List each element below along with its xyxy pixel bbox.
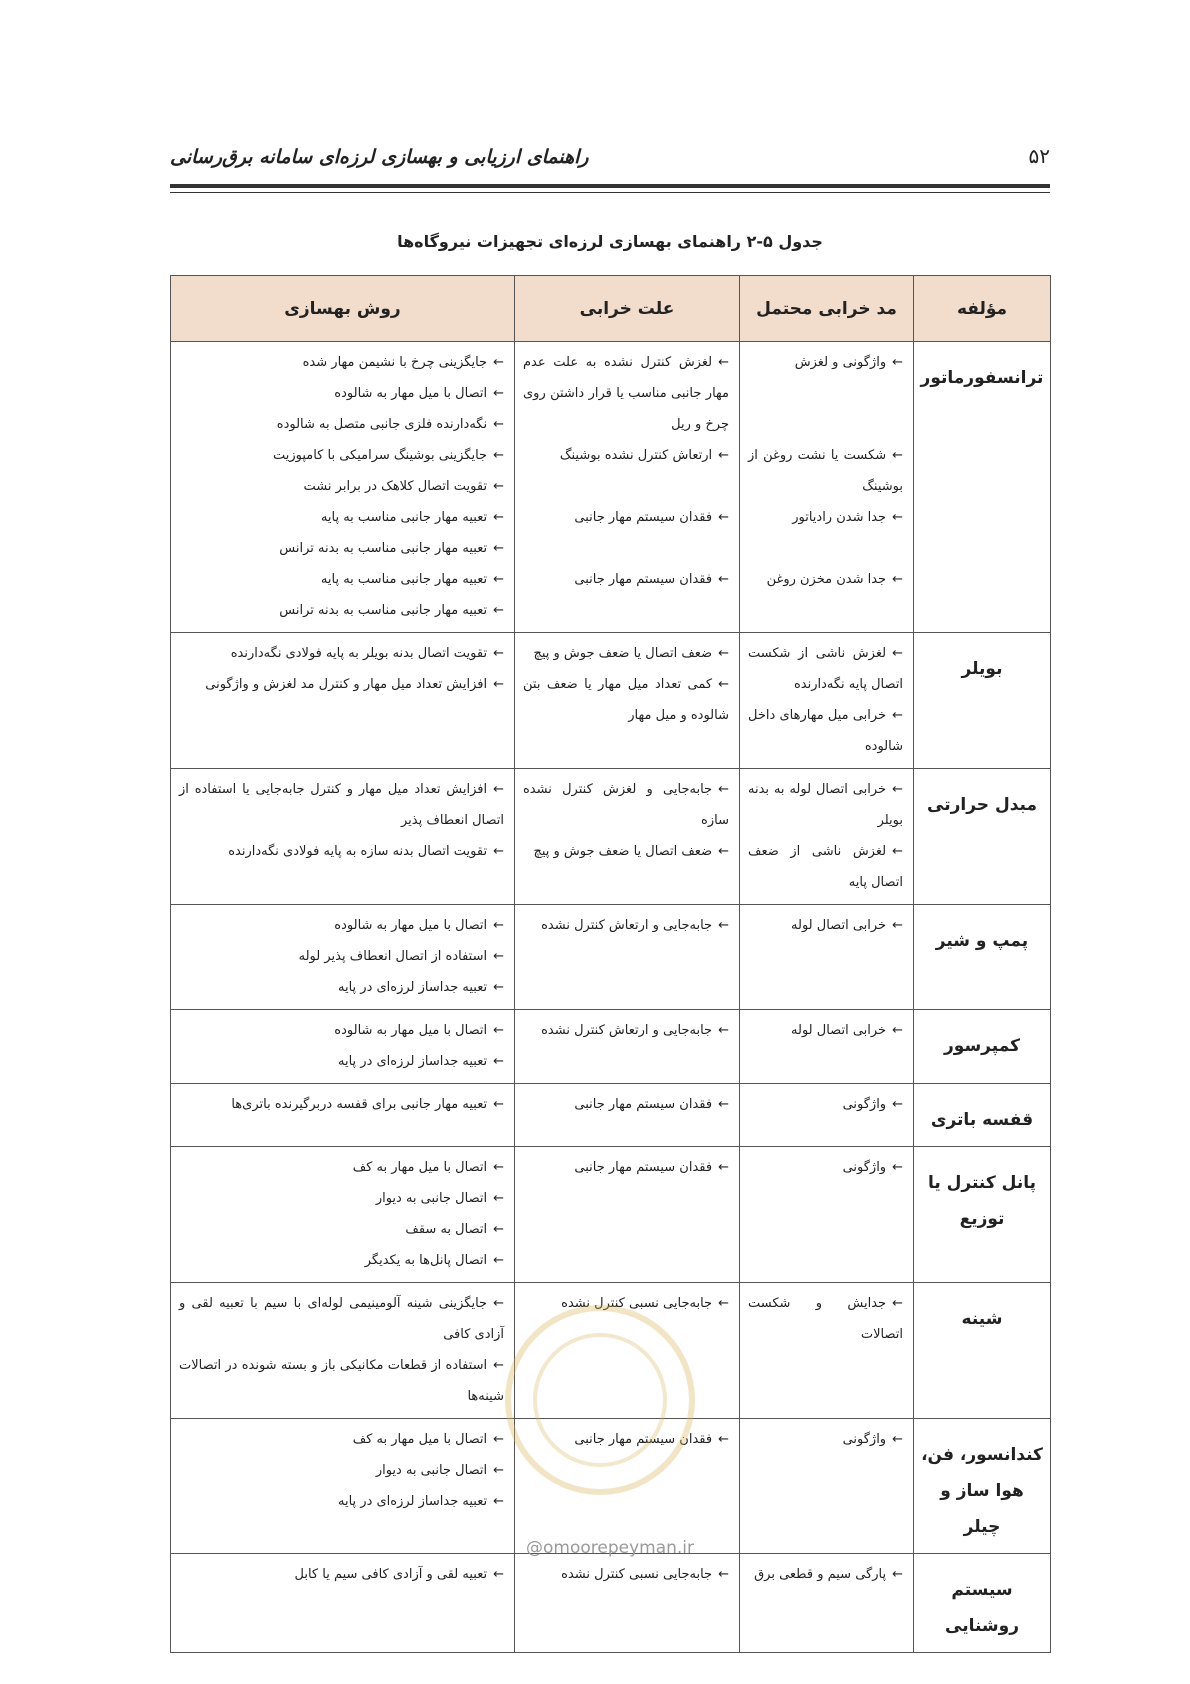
left-arrow-icon: ←: [718, 918, 729, 933]
list-item: [523, 564, 729, 595]
method-cell: [171, 769, 515, 905]
list-item: [179, 774, 504, 836]
item-text: جابه‌جایی نسبی کنترل نشده: [561, 1296, 713, 1311]
retrofit-table: [170, 275, 1051, 1653]
cause-cell: [515, 769, 740, 905]
item-text: جدایش و شکست اتصالات: [748, 1296, 903, 1342]
item-text: جایگزینی بوشینگ سرامیکی با کامپوزیت: [272, 448, 488, 463]
watermark: @omoorepeyman.ir: [525, 1538, 695, 1558]
left-arrow-icon: ←: [718, 572, 729, 587]
item-text: تقویت اتصال کلاهک در برابر نشت: [303, 479, 488, 494]
left-arrow-icon: ←: [892, 918, 903, 933]
header-method: روش بهسازی: [171, 276, 515, 342]
failure-mode-cell: [740, 769, 914, 905]
item-text: جابه‌جایی و لغزش کنترل نشده سازه: [523, 782, 729, 828]
list-item: [179, 1455, 504, 1486]
left-arrow-icon: ←: [493, 646, 504, 661]
component-cell: کندانسور، فن، هوا ساز و چیلر: [914, 1419, 1051, 1554]
item-text: خرابی اتصال لوله: [791, 918, 887, 933]
item-text: تقویت اتصال بدنه سازه به پایه فولادی نگه‌دارنده: [228, 844, 488, 859]
list-item: [748, 347, 903, 378]
list-item: [179, 638, 504, 669]
left-arrow-icon: ←: [892, 1432, 903, 1447]
list-item: [523, 1089, 729, 1120]
table-row: [171, 1010, 1051, 1084]
left-arrow-icon: ←: [718, 510, 729, 525]
list-item: [523, 1152, 729, 1183]
left-arrow-icon: ←: [493, 448, 504, 463]
left-arrow-icon: ←: [718, 355, 729, 370]
item-text: تعبیه جداساز لرزه‌ای در پایه: [338, 1494, 488, 1509]
item-text: فقدان سیستم مهار جانبی: [574, 572, 713, 587]
item-text: اتصال با میل مهار به شالوده: [334, 918, 488, 933]
list-item: [179, 409, 504, 440]
list-item: [179, 1214, 504, 1245]
method-cell: [171, 1147, 515, 1283]
page-number: ۵۲: [1028, 144, 1050, 168]
item-text: جدا شدن مخزن روغن: [766, 572, 887, 587]
list-item: [179, 564, 504, 595]
list-item: [179, 941, 504, 972]
table-row: [171, 1147, 1051, 1283]
method-cell: [171, 1419, 515, 1554]
item-text: واژگونی: [842, 1097, 887, 1112]
list-item: [179, 1183, 504, 1214]
list-item: [523, 638, 729, 669]
left-arrow-icon: ←: [493, 1222, 504, 1237]
item-text: اتصال جانبی به دیوار: [375, 1463, 488, 1478]
item-text: نگه‌دارنده فلزی جانبی متصل به شالوده: [276, 417, 488, 432]
item-text: فقدان سیستم مهار جانبی: [574, 1097, 713, 1112]
left-arrow-icon: ←: [493, 1358, 504, 1373]
left-arrow-icon: ←: [892, 572, 903, 587]
left-arrow-icon: ←: [493, 949, 504, 964]
list-item: [179, 533, 504, 564]
component-cell: پانل کنترل یا توزیع: [914, 1147, 1051, 1283]
list-item: [748, 700, 903, 762]
list-item: [523, 1559, 729, 1590]
list-item: [179, 836, 504, 867]
list-item: [523, 774, 729, 836]
list-item: [179, 1089, 504, 1120]
left-arrow-icon: ←: [493, 355, 504, 370]
item-text: اتصال با میل مهار به کف: [352, 1160, 488, 1175]
component-cell: شینه: [914, 1283, 1051, 1419]
list-item: [179, 347, 504, 378]
left-arrow-icon: ←: [493, 980, 504, 995]
item-text: تعبیه مهار جانبی مناسب به بدنه ترانس: [279, 541, 488, 556]
list-item: [748, 774, 903, 836]
item-text: تعبیه مهار جانبی مناسب به پایه: [320, 572, 488, 587]
list-item: [748, 1424, 903, 1455]
table-header-row: [171, 276, 1051, 342]
list-item: [748, 564, 903, 595]
item-text: لغزش ناشی از ضعف اتصال پایه: [748, 844, 903, 890]
item-text: خرابی اتصال لوله به بدنه بویلر: [748, 782, 903, 828]
list-item: [179, 1245, 504, 1276]
left-arrow-icon: ←: [718, 1432, 729, 1447]
list-item: [523, 1424, 729, 1455]
item-text: اتصال با میل مهار به شالوده: [334, 386, 488, 401]
left-arrow-icon: ←: [892, 646, 903, 661]
left-arrow-icon: ←: [493, 782, 504, 797]
item-text: افزایش تعداد میل مهار و کنترل جابه‌جایی یا استفاده از اتصال انعطاف پذیر: [179, 782, 504, 828]
list-item: [748, 502, 903, 533]
failure-mode-cell: [740, 342, 914, 633]
list-item: [179, 1046, 504, 1077]
item-text: تعبیه مهار جانبی مناسب به پایه: [320, 510, 488, 525]
left-arrow-icon: ←: [493, 1191, 504, 1206]
left-arrow-icon: ←: [718, 1160, 729, 1175]
header-rule-thin: [170, 192, 1050, 193]
item-text: تعبیه مهار جانبی برای قفسه دربرگیرنده باتری‌ها: [231, 1097, 488, 1112]
item-text: شکست یا نشت روغن از بوشینگ: [748, 448, 903, 494]
item-text: تعبیه جداساز لرزه‌ای در پایه: [338, 1054, 488, 1069]
item-text: جایگزینی چرخ با نشیمن مهار شده: [302, 355, 488, 370]
item-text: واژگونی: [842, 1160, 887, 1175]
item-text: تعبیه لقی و آزادی کافی سیم یا کابل: [294, 1567, 488, 1582]
left-arrow-icon: ←: [718, 782, 729, 797]
list-item: [748, 1089, 903, 1120]
item-text: ضعف اتصال یا ضعف جوش و پیچ: [533, 646, 713, 661]
list-item: [748, 836, 903, 898]
running-title: راهنمای ارزیابی و بهسازی لرزه‌ای سامانه برق‌رسانی: [170, 146, 589, 168]
list-item: [523, 669, 729, 731]
failure-mode-cell: [740, 1419, 914, 1554]
list-item: [179, 1486, 504, 1517]
left-arrow-icon: ←: [892, 448, 903, 463]
table-row: [171, 769, 1051, 905]
list-item: [523, 1015, 729, 1046]
list-item: [179, 910, 504, 941]
list-item: [179, 1288, 504, 1350]
item-text: استفاده از قطعات مکانیکی باز و بسته شونده در اتصالات شینه‌ها: [179, 1358, 504, 1404]
left-arrow-icon: ←: [493, 677, 504, 692]
cause-cell: [515, 633, 740, 769]
item-text: واژگونی: [842, 1432, 887, 1447]
method-cell: [171, 1010, 515, 1084]
table-row: [171, 1419, 1051, 1554]
left-arrow-icon: ←: [892, 1160, 903, 1175]
left-arrow-icon: ←: [892, 782, 903, 797]
left-arrow-icon: ←: [493, 1253, 504, 1268]
component-cell: کمپرسور: [914, 1010, 1051, 1084]
item-text: جدا شدن رادیاتور: [792, 510, 887, 525]
item-text: فقدان سیستم مهار جانبی: [574, 1160, 713, 1175]
left-arrow-icon: ←: [493, 1054, 504, 1069]
cause-cell: [515, 905, 740, 1010]
item-text: جابه‌جایی و ارتعاش کنترل نشده: [541, 918, 713, 933]
left-arrow-icon: ←: [493, 572, 504, 587]
table-body: [171, 342, 1051, 1653]
method-cell: [171, 1554, 515, 1653]
list-item: [523, 836, 729, 867]
header-rule-thick: [170, 184, 1050, 188]
method-cell: [171, 342, 515, 633]
item-text: افزایش تعداد میل مهار و کنترل مد لغزش و واژگونی: [205, 677, 488, 692]
left-arrow-icon: ←: [493, 541, 504, 556]
list-item: [523, 440, 729, 471]
list-item: [748, 1559, 903, 1590]
item-text: کمی تعداد میل مهار یا ضعف بتن شالوده و میل مهار: [523, 677, 729, 723]
header-failure-mode: مد خرابی محتمل: [740, 276, 914, 342]
left-arrow-icon: ←: [493, 1097, 504, 1112]
left-arrow-icon: ←: [493, 1567, 504, 1582]
item-text: اتصال پانل‌ها به یکدیگر: [364, 1253, 488, 1268]
list-item: [179, 1152, 504, 1183]
left-arrow-icon: ←: [892, 1296, 903, 1311]
list-item: [748, 1015, 903, 1046]
left-arrow-icon: ←: [493, 844, 504, 859]
cause-cell: [515, 342, 740, 633]
left-arrow-icon: ←: [718, 1023, 729, 1038]
left-arrow-icon: ←: [718, 677, 729, 692]
list-item: [523, 347, 729, 440]
item-text: جایگزینی شینه آلومینیمی لوله‌ای با سیم با تعبیه لقی و آزادی کافی: [179, 1296, 504, 1342]
list-item: [179, 378, 504, 409]
item-text: خرابی اتصال لوله: [791, 1023, 887, 1038]
list-item: [179, 669, 504, 700]
list-item: [748, 638, 903, 700]
left-arrow-icon: ←: [718, 1296, 729, 1311]
left-arrow-icon: ←: [718, 844, 729, 859]
left-arrow-icon: ←: [718, 646, 729, 661]
left-arrow-icon: ←: [892, 355, 903, 370]
item-text: تقویت اتصال بدنه بویلر به پایه فولادی نگه‌دارنده: [230, 646, 488, 661]
item-text: اتصال جانبی به دیوار: [375, 1191, 488, 1206]
failure-mode-cell: [740, 633, 914, 769]
failure-mode-cell: [740, 1010, 914, 1084]
list-item: [179, 440, 504, 471]
left-arrow-icon: ←: [718, 1567, 729, 1582]
left-arrow-icon: ←: [892, 708, 903, 723]
item-text: لغزش کنترل نشده به علت عدم مهار جانبی مناسب یا قرار داشتن روی چرخ و ریل: [523, 355, 729, 432]
left-arrow-icon: ←: [493, 1296, 504, 1311]
cause-cell: [515, 1147, 740, 1283]
table-row: [171, 633, 1051, 769]
item-text: اتصال با میل مهار به کف: [352, 1432, 488, 1447]
list-item: [179, 1424, 504, 1455]
left-arrow-icon: ←: [892, 510, 903, 525]
left-arrow-icon: ←: [493, 1494, 504, 1509]
component-cell: ترانسفورماتور: [914, 342, 1051, 633]
list-item: [748, 1288, 903, 1350]
left-arrow-icon: ←: [493, 510, 504, 525]
cause-cell: [515, 1554, 740, 1653]
item-text: فقدان سیستم مهار جانبی: [574, 510, 713, 525]
method-cell: [171, 1283, 515, 1419]
table-caption: جدول ۵-۲ راهنمای بهسازی لرزه‌ای تجهیزات نیروگاه‌ها: [397, 232, 823, 251]
component-cell: پمپ و شیر: [914, 905, 1051, 1010]
component-cell: قفسه باتری: [914, 1084, 1051, 1147]
left-arrow-icon: ←: [493, 603, 504, 618]
left-arrow-icon: ←: [493, 1463, 504, 1478]
component-cell: سیستم روشنایی: [914, 1554, 1051, 1653]
left-arrow-icon: ←: [493, 417, 504, 432]
item-text: تعبیه جداساز لرزه‌ای در پایه: [338, 980, 488, 995]
item-text: تعبیه مهار جانبی مناسب به بدنه ترانس: [279, 603, 488, 618]
page-header: [170, 140, 1050, 180]
failure-mode-cell: [740, 1283, 914, 1419]
item-text: ضعف اتصال یا ضعف جوش و پیچ: [533, 844, 713, 859]
header-component: مؤلفه: [914, 276, 1051, 342]
list-item: [179, 1350, 504, 1412]
table-row: [171, 1084, 1051, 1147]
left-arrow-icon: ←: [892, 1023, 903, 1038]
cause-cell: [515, 1010, 740, 1084]
method-cell: [171, 633, 515, 769]
cause-cell: [515, 1283, 740, 1419]
left-arrow-icon: ←: [493, 386, 504, 401]
method-cell: [171, 1084, 515, 1147]
cause-cell: [515, 1419, 740, 1554]
header-cause: علت خرابی: [515, 276, 740, 342]
failure-mode-cell: [740, 1084, 914, 1147]
item-text: ارتعاش کنترل نشده بوشینگ: [559, 448, 713, 463]
left-arrow-icon: ←: [892, 844, 903, 859]
failure-mode-cell: [740, 1147, 914, 1283]
list-item: [748, 910, 903, 941]
item-text: استفاده از اتصال انعطاف پذیر لوله: [298, 949, 488, 964]
cause-cell: [515, 1084, 740, 1147]
list-item: [179, 972, 504, 1003]
list-item: [523, 910, 729, 941]
item-text: پارگی سیم و قطعی برق: [754, 1567, 887, 1582]
failure-mode-cell: [740, 905, 914, 1010]
item-text: جابه‌جایی نسبی کنترل نشده: [561, 1567, 713, 1582]
left-arrow-icon: ←: [493, 479, 504, 494]
list-item: [748, 1152, 903, 1183]
list-item: [179, 1559, 504, 1590]
list-item: [523, 1288, 729, 1319]
left-arrow-icon: ←: [718, 448, 729, 463]
component-cell: بویلر: [914, 633, 1051, 769]
left-arrow-icon: ←: [892, 1097, 903, 1112]
left-arrow-icon: ←: [493, 1160, 504, 1175]
list-item: [748, 440, 903, 502]
table-row: [171, 342, 1051, 633]
method-cell: [171, 905, 515, 1010]
component-cell: مبدل حرارتی: [914, 769, 1051, 905]
item-text: خرابی میل مهارهای داخل شالوده: [748, 708, 903, 754]
list-item: [179, 502, 504, 533]
list-item: [179, 1015, 504, 1046]
left-arrow-icon: ←: [493, 918, 504, 933]
left-arrow-icon: ←: [493, 1023, 504, 1038]
table-row: [171, 1554, 1051, 1653]
left-arrow-icon: ←: [493, 1432, 504, 1447]
list-item: [179, 595, 504, 626]
item-text: لغزش ناشی از شکست اتصال پایه نگه‌دارنده: [748, 646, 903, 692]
left-arrow-icon: ←: [718, 1097, 729, 1112]
table-row: [171, 905, 1051, 1010]
item-text: واژگونی و لغزش: [794, 355, 887, 370]
item-text: اتصال با میل مهار به شالوده: [334, 1023, 488, 1038]
failure-mode-cell: [740, 1554, 914, 1653]
list-item: [523, 502, 729, 533]
left-arrow-icon: ←: [892, 1567, 903, 1582]
item-text: جابه‌جایی و ارتعاش کنترل نشده: [541, 1023, 713, 1038]
table-row: [171, 1283, 1051, 1419]
item-text: اتصال به سقف: [405, 1222, 488, 1237]
list-item: [179, 471, 504, 502]
item-text: فقدان سیستم مهار جانبی: [574, 1432, 713, 1447]
